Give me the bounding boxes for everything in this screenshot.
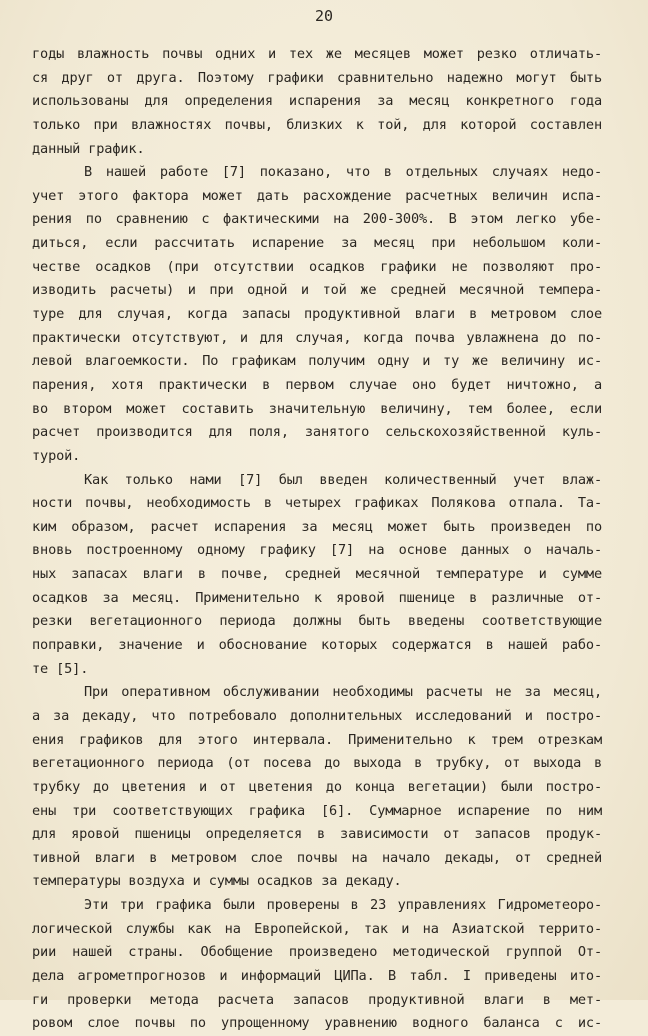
text-line: вновь построенному одному графику [7] на основе данных о началь- [32, 542, 602, 559]
text-line: а за декаду, что потребовало дополнительных исследований и постро- [32, 707, 602, 724]
text-line: расчет производится для поля, занятого сельскохозяйственной куль- [32, 424, 602, 441]
text-line: рения по сравнению с фактическими на 200-300%. В этом легко убе- [32, 211, 602, 228]
text-line: Эти три графика были проверены в 23 управлениях Гидрометеоро- [84, 897, 602, 914]
text-line: резки вегетационного периода должны быть введены соответствующие [32, 613, 602, 630]
text-line: логической службы как на Европейской, так и на Азиатской террито- [32, 920, 602, 937]
text-line: те [5]. [32, 660, 89, 677]
text-line: использованы для определения испарения за месяц конкретного года [32, 93, 602, 110]
text-line: туре для случая, когда запасы продуктивной влаги в метровом слое [32, 306, 602, 323]
text-line: только при влажностях почвы, близких к той, для которой составлен [32, 116, 602, 133]
page-number: 20 [314, 7, 334, 25]
text-line: данный график. [32, 140, 145, 157]
text-line: При оперативном обслуживании необходимы расчеты не за месяц, [84, 684, 602, 701]
body-text [32, 43, 602, 1036]
text-line: ги проверки метода расчета запасов продуктивной влаги в мет- [32, 991, 602, 1008]
text-line: осадков за месяц. Применительно к яровой пшенице в различные от- [32, 589, 602, 606]
text-line: вегетационного периода (от посева до выхода в трубку, от выхода в [32, 755, 602, 772]
text-line: рии нашей страны. Обобщение произведено методической группой От- [32, 944, 602, 961]
text-line: левой влагоемкости. По графикам получим одну и ту же величину ис- [32, 353, 602, 370]
text-line: трубку до цветения и от цветения до конца вегетации) были постро- [32, 778, 602, 795]
text-line: ся друг от друга. Поэтому графики сравнительно надежно могут быть [32, 69, 602, 86]
text-line: ровом слое почвы по упрощенному уравнению водного баланса с ис- [32, 1015, 602, 1032]
text-line: учет этого фактора может дать расхождение расчетных величин испа- [32, 187, 602, 204]
text-line: парения, хотя практически в первом случае оно будет ничтожно, а [32, 376, 602, 393]
text-line: ким образом, расчет испарения за месяц может быть произведен по [32, 518, 602, 535]
text-line: ены три соответствующих графика [6]. Суммарное испарение по ним [32, 802, 602, 819]
text-line: дела агрометпрогнозов и информаций ЦИПа. В табл. I приведены ито- [32, 967, 602, 984]
text-line: честве осадков (при отсутствии осадков графики не позволяют про- [32, 258, 602, 275]
text-line: поправки, значение и обоснование которых содержатся в нашей рабо- [32, 637, 602, 654]
text-line: изводить расчеты) и при одной и той же средней месячной темпера- [32, 282, 602, 299]
text-line: диться, если рассчитать испарение за месяц при небольшом коли- [32, 235, 602, 252]
text-line: тивной влаги в метровом слое почвы на начало декады, от средней [32, 849, 602, 866]
text-line: ных запасах влаги в почве, средней месячной температуре и сумме [32, 566, 602, 583]
text-line: температуры воздуха и суммы осадков за декаду. [32, 873, 402, 890]
text-line: В нашей работе [7] показано, что в отдельных случаях недо- [84, 164, 602, 181]
text-line: годы влажность почвы одних и тех же месяцев может резко отличать- [32, 46, 602, 62]
text-line: Как только нами [7] был введен количественный учет влаж- [84, 471, 602, 488]
text-line: ения графиков для этого интервала. Применительно к трем отрезкам [32, 731, 602, 748]
text-line: для яровой пшеницы определяется в зависимости от запасов продук- [32, 826, 602, 843]
text-line: практически отсутствуют, и для случая, когда почва увлажнена до по- [32, 329, 602, 346]
text-line: ности почвы, необходимость в четырех графиках Полякова отпала. Та- [32, 495, 602, 512]
text-line: во втором может составить значительную величину, тем более, если [32, 400, 602, 417]
text-line: турой. [32, 447, 81, 464]
